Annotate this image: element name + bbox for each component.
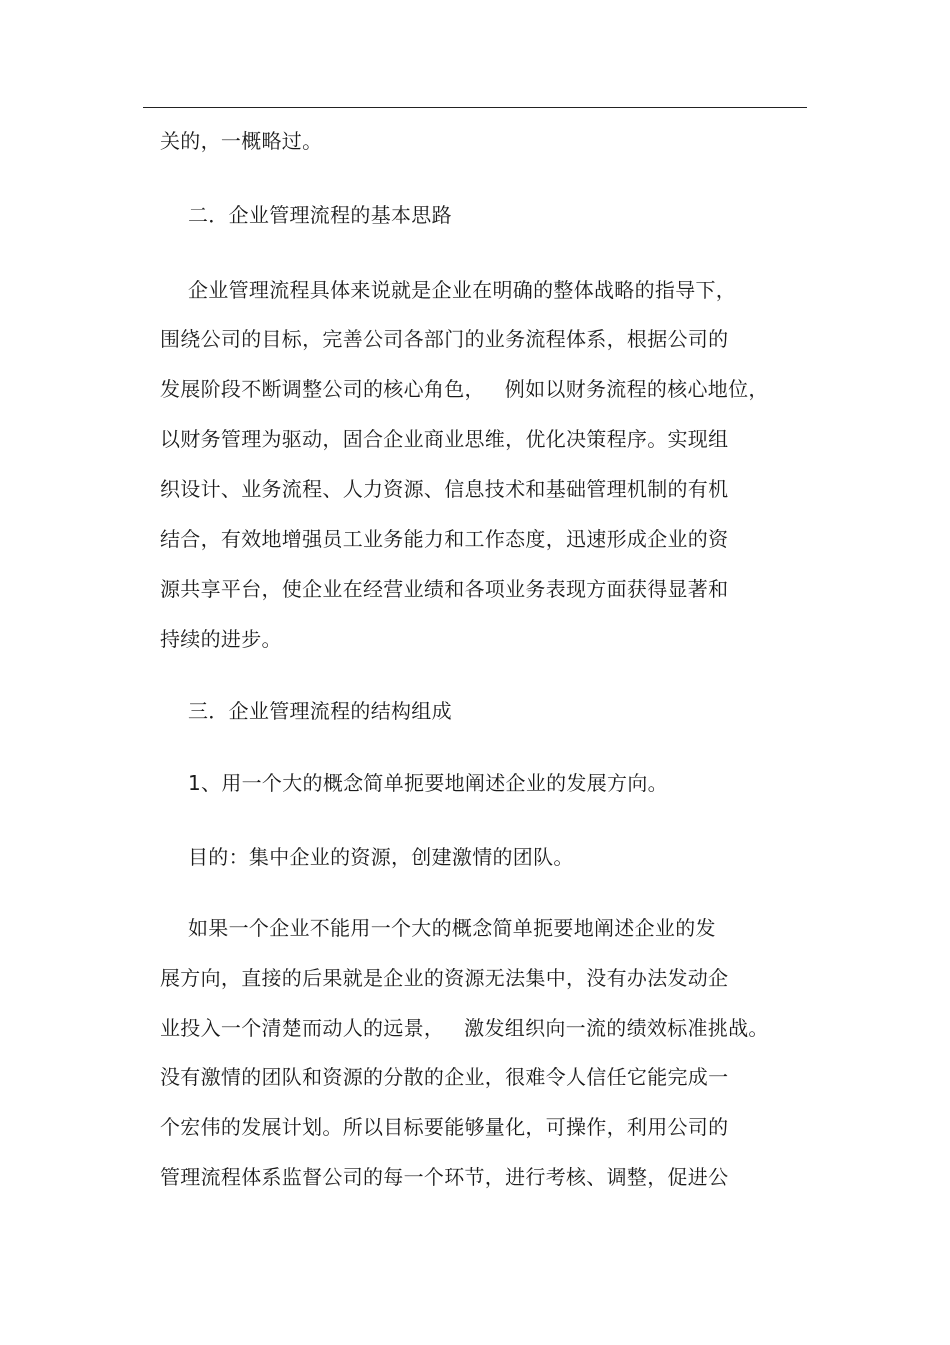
- section-2-heading: 二．企业管理流程的基本思路: [188, 203, 452, 227]
- paragraph-line: 以财务管理为驱动，固合企业商业思维，优化决策程序。实现组: [160, 427, 729, 451]
- paragraph-line: 管理流程体系监督公司的每一个环节，进行考核、调整，促进公: [160, 1165, 729, 1189]
- paragraph-line: 企业管理流程具体来说就是企业在明确的整体战略的指导下，: [188, 278, 737, 302]
- paragraph-line: 没有激情的团队和资源的分散的企业，很难令人信任它能完成一: [160, 1065, 729, 1089]
- paragraph-line: 业投入一个清楚而动人的远景， 激发组织向一流的绩效标准挑战。: [160, 1016, 769, 1040]
- paragraph-line: 个宏伟的发展计划。所以目标要能够量化，可操作，利用公司的: [160, 1115, 729, 1139]
- list-item-1: 1、用一个大的概念简单扼要地阐述企业的发展方向。: [188, 771, 668, 795]
- paragraph-line: 发展阶段不断调整公司的核心角色， 例如以财务流程的核心地位，: [160, 377, 769, 401]
- section-3-heading: 三．企业管理流程的结构组成: [188, 699, 452, 723]
- paragraph-line: 持续的进步。: [160, 627, 282, 651]
- paragraph-line: 织设计、业务流程、人力资源、信息技术和基础管理机制的有机: [160, 477, 729, 501]
- paragraph-line: 展方向，直接的后果就是企业的资源无法集中，没有办法发动企: [160, 966, 729, 990]
- purpose-text: 目的：集中企业的资源，创建激情的团队。: [188, 845, 574, 869]
- continuation-text: 关的，一概略过。: [160, 129, 323, 153]
- paragraph-line: 结合，有效地增强员工业务能力和工作态度，迅速形成企业的资: [160, 527, 729, 551]
- paragraph-line: 如果一个企业不能用一个大的概念简单扼要地阐述企业的发: [188, 916, 716, 940]
- header-rule: [143, 107, 807, 108]
- paragraph-line: 围绕公司的目标，完善公司各部门的业务流程体系，根据公司的: [160, 327, 729, 351]
- paragraph-line: 源共享平台，使企业在经营业绩和各项业务表现方面获得显著和: [160, 577, 729, 601]
